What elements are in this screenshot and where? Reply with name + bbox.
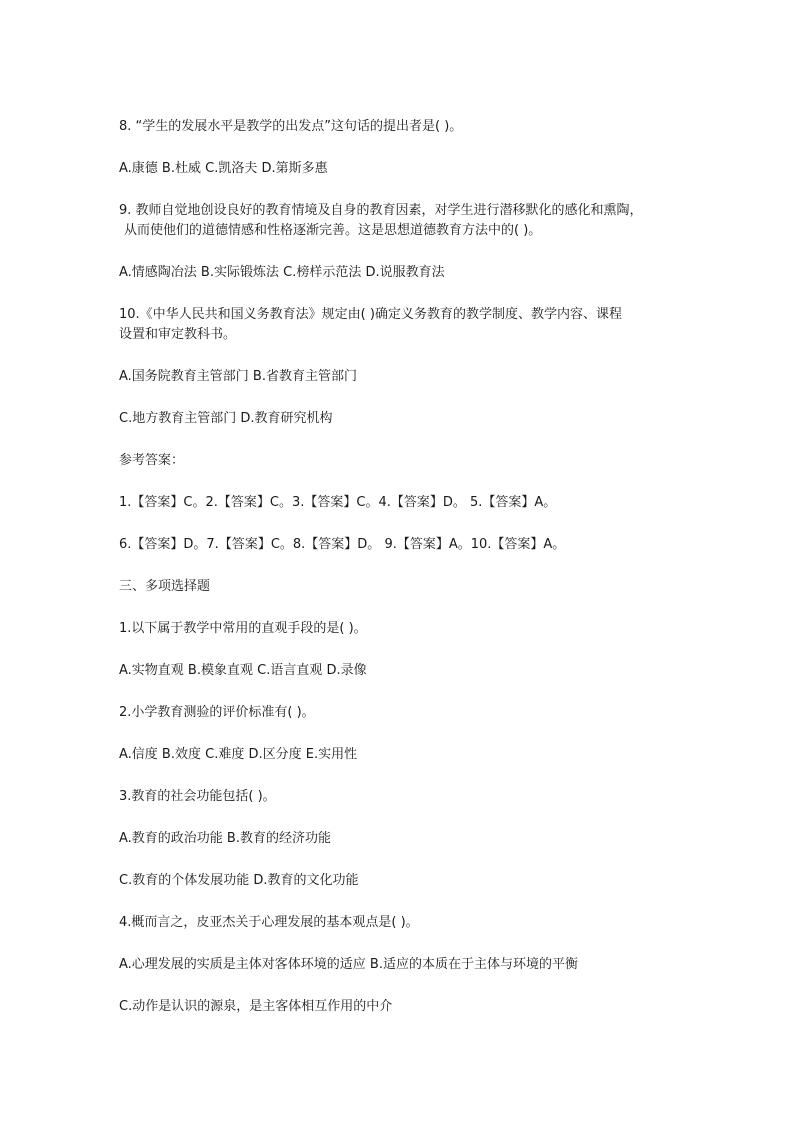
mc-question-4-options-2: C.动作是认识的源泉，是主客体相互作用的中介 bbox=[119, 999, 393, 1014]
answer-heading: 参考答案： bbox=[119, 453, 185, 468]
mc-question-3: 3.教育的社会功能包括( )。 bbox=[119, 789, 276, 804]
answers-1-5: 1.【答案】C。2.【答案】C。3.【答案】C。4.【答案】D。 5.【答案】A。 bbox=[119, 495, 557, 510]
mc-question-4-options-1: A.心理发展的实质是主体对客体环境的适应 B.适应的本质在于主体与环境的平衡 bbox=[119, 957, 578, 972]
question-9-line-1: 9. 教师自觉地创设良好的教育情境及自身的教育因素，对学生进行潜移默化的感化和熏陶， bbox=[119, 203, 643, 218]
question-10-options-2: C.地方教育主管部门 D.教育研究机构 bbox=[119, 411, 333, 426]
question-10-options-1: A.国务院教育主管部门 B.省教育主管部门 bbox=[119, 369, 357, 384]
answers-6-10: 6.【答案】D。7.【答案】C。8.【答案】D。 9.【答案】A。10.【答案】A。 bbox=[119, 537, 566, 552]
mc-question-1: 1.以下属于教学中常用的直观手段的是( )。 bbox=[119, 621, 367, 636]
mc-question-3-options-1: A.教育的政治功能 B.教育的经济功能 bbox=[119, 831, 331, 846]
mc-question-3-options-2: C.教育的个体发展功能 D.教育的文化功能 bbox=[119, 873, 359, 888]
question-8: 8. “学生的发展水平是教学的出发点”这句话的提出者是( )。 bbox=[119, 119, 463, 134]
question-8-options: A.康德 B.杜威 C.凯洛夫 D.第斯多惠 bbox=[119, 161, 328, 176]
question-10-line-2: 设置和审定教科书。 bbox=[119, 327, 237, 342]
section-heading-multiple-choice: 三、多项选择题 bbox=[119, 579, 211, 594]
mc-question-4: 4.概而言之，皮亚杰关于心理发展的基本观点是( )。 bbox=[119, 915, 419, 930]
question-9-options: A.情感陶冶法 B.实际锻炼法 C.榜样示范法 D.说服教育法 bbox=[119, 265, 445, 280]
mc-question-2-options: A.信度 B.效度 C.难度 D.区分度 E.实用性 bbox=[119, 747, 358, 762]
question-9-line-2: 从而使他们的道德情感和性格逐渐完善。这是思想道德教育方法中的( )。 bbox=[124, 223, 542, 238]
question-10-line-1: 10.《中华人民共和国义务教育法》规定由( )确定义务教育的教学制度、教学内容、课程 bbox=[119, 307, 622, 322]
mc-question-1-options: A.实物直观 B.模象直观 C.语言直观 D.录像 bbox=[119, 663, 367, 678]
mc-question-2: 2.小学教育测验的评价标准有( )。 bbox=[119, 705, 315, 720]
